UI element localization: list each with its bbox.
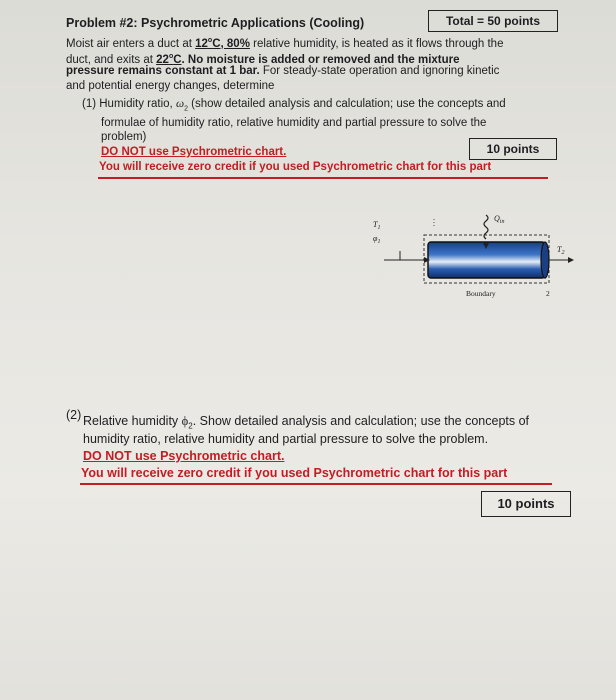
omega-subscript: 2 (184, 105, 188, 113)
part2-no-chart-notice: DO NOT use Psychrometric chart. (83, 449, 285, 463)
t2-symbol: T (557, 245, 562, 254)
part1-label: (1) Humidity ratio, (82, 98, 176, 110)
intro-text: Moist air enters a duct at (66, 37, 196, 50)
intro-line-3 (66, 64, 499, 79)
inlet-temp-value: 12 (195, 37, 208, 50)
t1-symbol: T (373, 220, 378, 229)
t1-subscript: 1 (377, 225, 381, 231)
t1-label (373, 220, 380, 231)
q-in-label (494, 214, 504, 225)
degree-sign: o (207, 37, 213, 44)
omega-symbol: ω (175, 98, 185, 110)
part2-label: Relative humidity (83, 414, 182, 428)
t2-label (557, 245, 564, 256)
part1-zero-credit-warning: You will receive zero credit if you used Psychrometric chart for this part (99, 161, 492, 173)
phi1-symbol: φ (373, 234, 378, 243)
intro-text: For steady-state operation and ignoring kinetic (259, 65, 500, 77)
outlet-arrow-icon (568, 257, 574, 263)
intro-text: relative humidity, is heated as it flows through the (249, 37, 504, 50)
part1-points-box: 10 points (469, 138, 557, 160)
phi-symbol: ϕ (181, 414, 189, 428)
part1-text: (show detailed analysis and calculation; use the concepts and (187, 98, 506, 110)
part2-points-box: 10 points (481, 491, 571, 517)
part2-line-2: humidity ratio, relative humidity and partial pressure to solve the problem. (83, 432, 489, 446)
total-points-box: Total = 50 points (428, 10, 558, 32)
part1-no-chart-notice: DO NOT use Psychrometric chart. (101, 146, 287, 158)
part2-red-underline (80, 483, 552, 485)
problem-title: Problem #2: Psychrometric Applications (Cooling) (66, 16, 365, 30)
part1-line-3: problem) (101, 131, 147, 143)
part2-text: . Show detailed analysis and calculation; use the concepts of (192, 414, 530, 428)
part1-line-1 (82, 97, 506, 116)
part1-red-underline (98, 177, 548, 179)
duct-outlet-end (541, 242, 549, 278)
duct-diagram (370, 205, 580, 305)
phi-subscript: 2 (188, 421, 193, 431)
part2-number: (2) (66, 408, 82, 422)
state-2-label: 2 (546, 289, 550, 298)
degree-sign: o (168, 53, 174, 60)
q-symbol: Q (494, 214, 500, 223)
inlet-conditions: C, 80% (212, 37, 250, 50)
intro-text: . No moisture is added or removed and the mixture (181, 53, 460, 66)
t2-subscript: 2 (561, 250, 565, 256)
phi1-label (373, 234, 380, 245)
phi1-subscript: 1 (377, 239, 381, 245)
pressure-statement: pressure remains constant at 1 bar. (66, 65, 260, 77)
outlet-unit: C (173, 53, 182, 66)
q-subscript: in (499, 219, 505, 225)
outlet-temp-value: 22 (156, 53, 169, 66)
part2-zero-credit-warning: You will receive zero credit if you used Psychrometric chart for this part (81, 466, 508, 480)
intro-line-4: and potential energy changes, determine (66, 80, 275, 92)
intro-text: duct, and exits at (66, 53, 157, 66)
part1-line-2: formulae of humidity ratio, relative humidity and partial pressure to solve the (101, 117, 487, 129)
boundary-label: Boundary (466, 289, 496, 298)
